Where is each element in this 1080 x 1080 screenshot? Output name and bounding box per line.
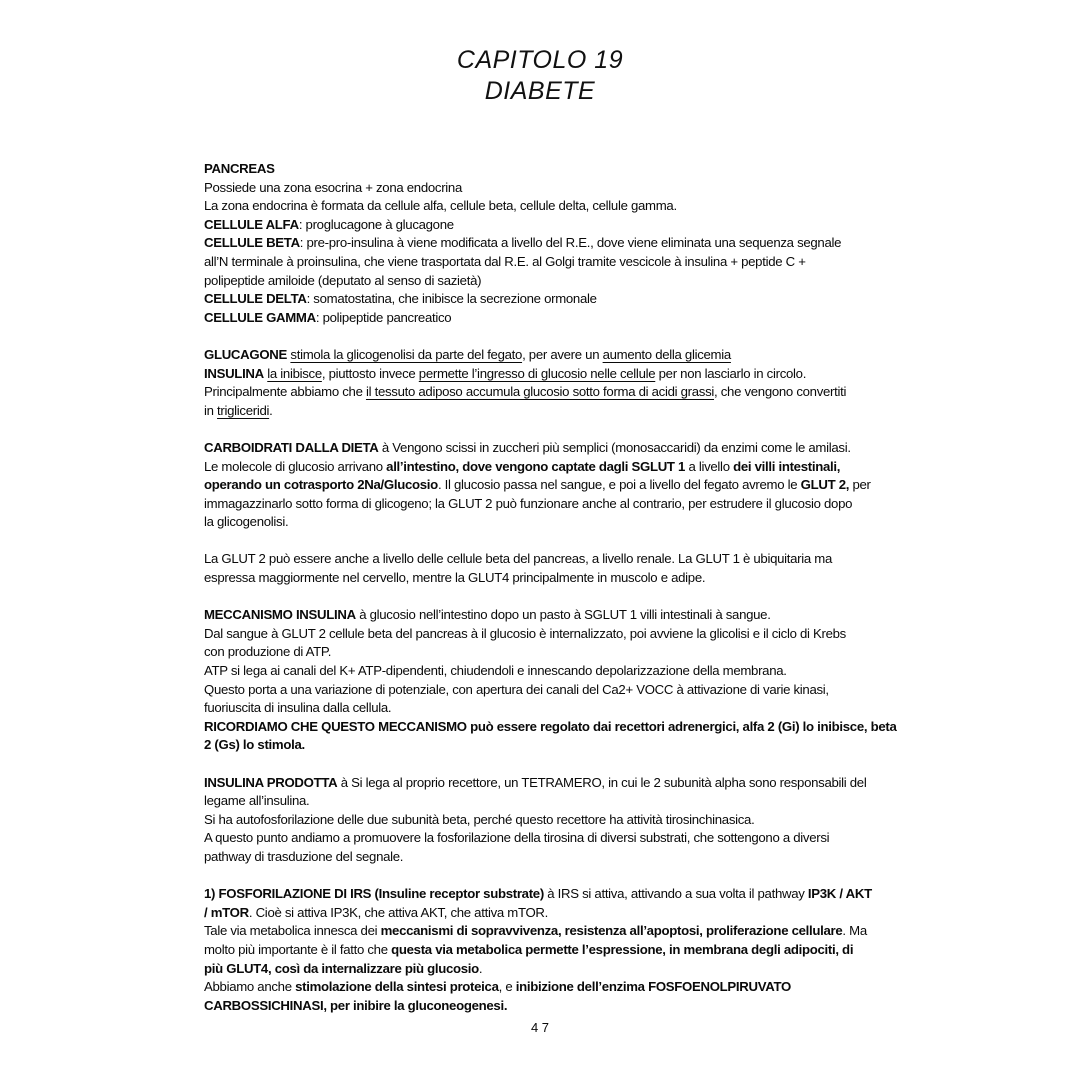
text-run: La GLUT 2 può essere anche a livello delle cellule beta del pancreas, a livello renale. La GLUT 1 è ubiquitaria ma — [204, 551, 833, 567]
text-block — [204, 606, 897, 755]
text-block — [204, 885, 880, 1015]
chapter-title-line2: DIABETE — [484, 77, 596, 105]
text-run: a livello — [685, 458, 734, 474]
text-run: , che vengono convertiti — [714, 384, 847, 400]
text-run: Questo porta a una variazione di potenziale, con apertura dei canali del Ca2+ VOCC à attivazione di varie kinasi, — [204, 681, 829, 697]
text-run: polipeptide amiloide (deputato al senso di sazietà) — [204, 272, 482, 288]
text-line — [204, 885, 880, 904]
text-run: : somatostatina, che inibisce la secrezione ormonale — [306, 291, 597, 307]
text-run: aumento della glicemia — [602, 346, 731, 362]
page-number: 4 7 — [530, 1020, 550, 1036]
text-line — [204, 848, 880, 867]
text-line — [204, 960, 880, 979]
text-run: Le molecole di glucosio arrivano — [204, 458, 387, 474]
text-run: Possiede una zona esocrina + zona endocrina — [204, 179, 462, 195]
text-line — [204, 216, 880, 235]
text-run: INSULINA PRODOTTA — [204, 774, 338, 790]
text-run: PANCREAS — [204, 161, 275, 176]
text-run: : pre-pro-insulina à viene modificata a livello del R.E., dove viene eliminata una sequenza segnale — [299, 235, 842, 251]
text-run: / mTOR — [204, 904, 249, 920]
text-block — [204, 774, 880, 867]
text-run: Si ha autofosforilazione delle due subunità beta, perché questo recettore ha attività tirosinchinasica. — [204, 811, 755, 827]
text-run: GLUCAGONE — [204, 346, 288, 362]
text-run: IP3K / AKT — [807, 886, 872, 902]
text-line — [204, 309, 880, 328]
text-run: à Vengono scissi in zuccheri più semplici (monosaccaridi) da enzimi come le amilasi. — [378, 439, 851, 455]
text-run: stimolazione della sintesi proteica — [295, 979, 499, 995]
text-run: , e — [498, 979, 516, 995]
text-run: per non lasciarlo in circolo. — [655, 365, 807, 381]
text-run: Principalmente abbiamo che — [204, 384, 366, 400]
text-run: stimola la glicogenolisi da parte del fegato — [290, 346, 523, 362]
text-run: all’N terminale à proinsulina, che viene trasportata dal R.E. al Golgi tramite vescicole à insulina + peptide C + — [204, 253, 806, 269]
text-run: CARBOSSICHINASI, per inibire la gluconeogenesi. — [204, 997, 508, 1013]
text-run: legame all’insulina. — [204, 793, 310, 809]
text-run: per — [849, 477, 871, 493]
text-line — [204, 569, 880, 588]
text-run: RICORDIAMO CHE QUESTO MECCANISMO può essere regolato dai recettori adrenergici, alfa 2 (Gi) lo inibisce, beta — [204, 718, 897, 734]
text-line — [204, 606, 880, 625]
text-line — [204, 253, 880, 272]
text-run: questa via metabolica permette l’espressione, in membrana degli adipociti, di — [391, 941, 854, 957]
text-run: operando un cotrasporto 2Na/Glucosio — [204, 477, 438, 493]
text-run: con produzione di ATP. — [204, 644, 332, 660]
text-run: espressa maggiormente nel cervello, mentre la GLUT4 principalmente in muscolo e adipe. — [204, 570, 706, 586]
text-line — [204, 234, 880, 253]
text-run: à IRS si attiva, attivando a sua volta il pathway — [543, 886, 808, 902]
text-run: à glucosio nell’intestino dopo un pasto à SGLUT 1 villi intestinali à sangue. — [355, 607, 771, 623]
text-run: Dal sangue à GLUT 2 cellule beta del pancreas à il glucosio è internalizzato, poi avviene la glicolisi e il ciclo di Krebs — [204, 625, 846, 641]
text-line — [204, 997, 880, 1016]
text-line — [204, 383, 880, 402]
text-line — [204, 662, 880, 681]
text-run: INSULINA — [204, 365, 264, 381]
text-run: GLUT 2, — [800, 477, 850, 493]
text-run: . Ma — [842, 923, 867, 939]
text-line — [204, 550, 880, 569]
text-run: inibizione dell’enzima FOSFOENOLPIRUVATO — [515, 979, 791, 995]
text-run: in — [204, 402, 218, 418]
text-run: fuoriuscita di insulina dalla cellula. — [204, 700, 392, 716]
text-run: A questo punto andiamo a promuovere la fosforilazione della tirosina di diversi substrati, che sottengono a diversi — [204, 830, 830, 846]
text-line — [204, 179, 880, 198]
text-run: CELLULE BETA — [204, 235, 300, 251]
chapter-title-line1: CAPITOLO 19 — [456, 46, 624, 74]
text-block — [204, 439, 880, 532]
text-run: . Il glucosio passa nel sangue, e poi a livello del fegato avremo le — [437, 477, 801, 493]
text-run: permette l’ingresso di glucosio nelle cellule — [418, 365, 656, 381]
text-line — [204, 774, 880, 793]
text-line — [204, 699, 880, 718]
text-run: : polipeptide pancreatico — [315, 309, 452, 325]
text-run: la inibisce — [267, 365, 322, 381]
text-line — [204, 160, 880, 179]
text-run: MECCANISMO INSULINA — [204, 607, 356, 623]
text-line — [204, 829, 880, 848]
text-line — [204, 681, 880, 700]
document-body — [204, 160, 897, 1015]
text-block — [204, 346, 880, 420]
text-run: la glicogenolisi. — [204, 514, 289, 530]
text-line — [204, 402, 880, 421]
text-line — [204, 197, 880, 216]
text-block — [204, 160, 880, 327]
text-line — [204, 941, 880, 960]
text-line — [204, 978, 880, 997]
text-run: La zona endocrina è formata da cellule alfa, cellule beta, cellule delta, cellule gamma. — [204, 198, 677, 214]
text-line — [204, 922, 880, 941]
text-run: . — [478, 960, 483, 976]
text-line — [204, 290, 880, 309]
text-line — [204, 495, 880, 514]
text-line — [204, 643, 880, 662]
text-run: CELLULE ALFA — [204, 216, 299, 232]
text-run: 1) FOSFORILAZIONE DI IRS (Insuline receptor substrate) — [204, 886, 544, 902]
text-run: : proglucagone à glucagone — [298, 216, 454, 232]
text-run: all’intestino, dove vengono captate dagli SGLUT 1 — [386, 458, 686, 474]
text-run: , piuttosto invece — [321, 365, 419, 381]
text-run: Tale via metabolica innesca dei — [204, 923, 381, 939]
text-run: immagazzinarlo sotto forma di glicogeno; la GLUT 2 può funzionare anche al contrario, per estrudere il glucosio dopo — [204, 495, 853, 511]
text-run: . — [269, 402, 273, 418]
text-line — [204, 458, 880, 477]
text-run: ATP si lega ai canali del K+ ATP-dipendenti, chiudendoli e innescando depolarizzazione della membrana. — [204, 663, 787, 679]
text-line — [204, 904, 880, 923]
text-line — [204, 439, 880, 458]
text-run: à Si lega al proprio recettore, un TETRAMERO, in cui le 2 subunità alpha sono responsabili del — [337, 774, 867, 790]
text-run: molto più importante è il fatto che — [204, 941, 392, 957]
text-run: il tessuto adiposo accumula glucosio sotto forma di acidi grassi — [365, 384, 715, 400]
text-run: meccanismi di sopravvivenza, resistenza all’apoptosi, proliferazione cellulare — [380, 923, 843, 939]
text-run: Abbiamo anche — [204, 979, 296, 995]
text-line — [204, 513, 880, 532]
text-line — [204, 625, 880, 644]
text-line — [204, 365, 880, 384]
text-run: CELLULE DELTA — [204, 291, 307, 307]
text-run: pathway di trasduzione del segnale. — [204, 848, 404, 864]
text-run: CARBOIDRATI DALLA DIETA — [204, 439, 379, 455]
text-line — [204, 272, 880, 291]
text-line — [204, 476, 880, 495]
text-run: CELLULE GAMMA — [204, 309, 316, 325]
text-line — [204, 736, 880, 755]
text-line — [204, 718, 897, 737]
text-run: dei villi intestinali, — [733, 458, 841, 474]
chapter-title — [0, 0, 1080, 107]
text-line — [204, 792, 880, 811]
text-line — [204, 811, 880, 830]
text-run: 2 (Gs) lo stimola. — [204, 737, 305, 753]
text-run: più GLUT4, così da internalizzare più glucosio — [204, 960, 479, 976]
text-run: trigliceridi — [217, 402, 270, 418]
text-line — [204, 346, 880, 365]
text-run: , per avere un — [522, 346, 603, 362]
text-block — [204, 550, 880, 587]
text-run: . Cioè si attiva IP3K, che attiva AKT, che attiva mTOR. — [248, 904, 549, 920]
